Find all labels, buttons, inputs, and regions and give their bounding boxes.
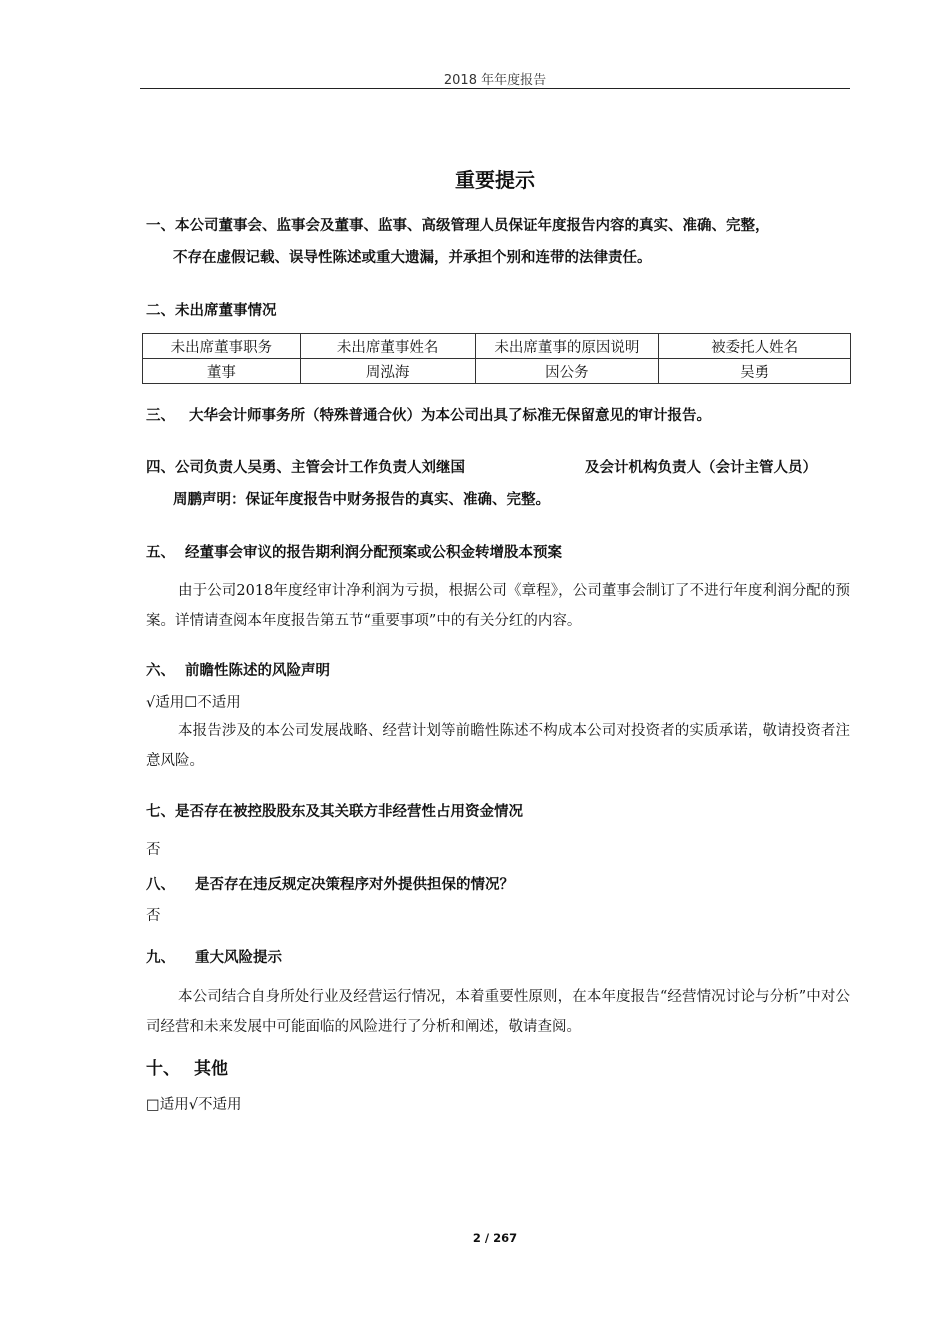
- section-2-title: 未出席董事情况: [175, 303, 277, 319]
- section-1-text: 本公司董事会、监事会及董事、监事、高级管理人员保证年度报告内容的真实、准确、完整，: [175, 218, 770, 234]
- section-1-line1: [146, 217, 770, 235]
- table-row: [143, 359, 851, 384]
- section-6-heading: [146, 662, 330, 680]
- table-cell: 周泓海: [300, 359, 475, 384]
- section-8-title: 是否存在违反规定决策程序对外提供担保的情况？: [195, 877, 514, 893]
- section-2-heading: [146, 302, 277, 320]
- header-rule: [140, 88, 850, 89]
- table-header-row: [143, 334, 851, 359]
- table-header-cell: 未出席董事姓名: [300, 334, 475, 359]
- table-header-cell: 未出席董事职务: [143, 334, 301, 359]
- section-10-applicability: □适用√不适用: [146, 1097, 242, 1113]
- section-9-number: 九、: [146, 950, 175, 966]
- section-6-number: 六、: [146, 663, 175, 679]
- section-3-number: 三、: [146, 408, 175, 424]
- section-10-number: 十、: [146, 1059, 180, 1079]
- section-5-number: 五、: [146, 545, 175, 561]
- section-7-heading: [146, 803, 523, 821]
- table-cell: 吴勇: [659, 359, 851, 384]
- section-5-body: 由于公司2018年度经审计净利润为亏损，根据公司《章程》，公司董事会制订了不进行年度利润分配的预案。详情请查阅本年度报告第五节“重要事项”中的有关分红的内容。: [146, 583, 850, 629]
- section-3-heading: [146, 407, 711, 425]
- section-3-text: 大华会计师事务所（特殊普通合伙）为本公司出具了标准无保留意见的审计报告。: [189, 408, 711, 424]
- section-7-number: 七、: [146, 804, 175, 820]
- page-header: 2018 年年度报告: [443, 73, 547, 88]
- section-5-title: 经董事会审议的报告期利润分配预案或公积金转增股本预案: [185, 545, 562, 561]
- section-5-heading: [146, 544, 562, 562]
- section-9-heading: [146, 949, 282, 967]
- section-10-heading: [146, 1058, 228, 1080]
- section-10-title: 其他: [194, 1059, 228, 1079]
- section-1-number: 一、: [146, 218, 175, 234]
- section-7-title: 是否存在被控股股东及其关联方非经营性占用资金情况: [175, 804, 523, 820]
- table-cell: 因公务: [475, 359, 659, 384]
- page-number: 2 / 267: [472, 1231, 518, 1245]
- section-6-body: 本报告涉及的本公司发展战略、经营计划等前瞻性陈述不构成本公司对投资者的实质承诺，敬请投资者注意风险。: [146, 723, 850, 769]
- section-8-heading: [146, 876, 514, 894]
- section-6-applicability: √适用☐不适用: [146, 695, 241, 711]
- section-4-part1: 公司负责人吴勇、主管会计工作负责人刘继国: [175, 460, 465, 476]
- absent-directors-table: [142, 333, 851, 384]
- section-9-title: 重大风险提示: [195, 950, 282, 966]
- section-6-title: 前瞻性陈述的风险声明: [185, 663, 330, 679]
- page-title: 重要提示: [455, 168, 535, 192]
- section-2-number: 二、: [146, 303, 175, 319]
- section-4-line2: 周鹏声明：保证年度报告中财务报告的真实、准确、完整。: [173, 492, 550, 508]
- section-4-part2: 及会计机构负责人（会计主管人员）: [585, 460, 817, 476]
- section-4-number: 四、: [146, 460, 175, 476]
- table-header-cell: 被委托人姓名: [659, 334, 851, 359]
- table-header-cell: 未出席董事的原因说明: [475, 334, 659, 359]
- section-7-answer: 否: [146, 842, 161, 858]
- table-cell: 董事: [143, 359, 301, 384]
- section-4-line1: [146, 459, 465, 477]
- section-8-number: 八、: [146, 877, 175, 893]
- section-1-line2: 不存在虚假记载、误导性陈述或重大遗漏，并承担个别和连带的法律责任。: [173, 250, 652, 266]
- section-9-body: 本公司结合自身所处行业及经营运行情况，本着重要性原则，在本年度报告“经营情况讨论与分析”中对公司经营和未来发展中可能面临的风险进行了分析和阐述，敬请查阅。: [146, 989, 850, 1035]
- section-8-answer: 否: [146, 908, 161, 924]
